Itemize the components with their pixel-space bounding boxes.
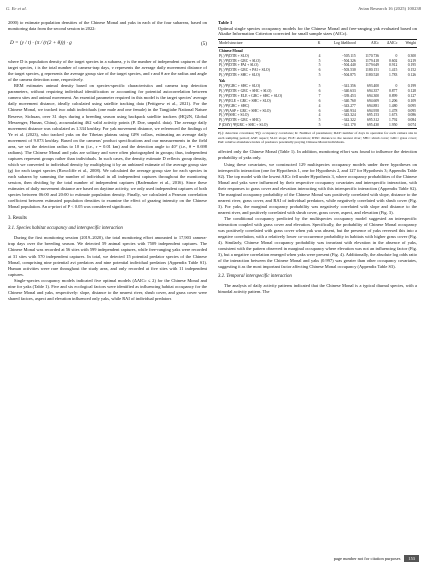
right-column — [218, 20, 417, 295]
table-cell: −343.277 — [341, 103, 356, 108]
paragraph: affected only the Chinese Monal (Table 1). In addition, monitoring effort was found to influence the detection probability of yaks only. — [218, 149, 417, 161]
table-cell: 0.199 — [407, 84, 416, 89]
table-cell: 0.219 — [407, 58, 416, 63]
table-cell: P(.) Ψ(DTR + SHC + SLO) — [219, 73, 260, 78]
table-cell: −341.356 — [341, 84, 356, 89]
table-cell: 1.480 — [389, 103, 398, 108]
equation-body: D = (y / t) · (π / (r(2 + θ))) · g — [10, 40, 72, 47]
paragraph: 2000) to estimate population densities of the Chinese Monal and yaks in each of the four subareas, based on monitoring data from the second session in 2022: — [8, 20, 207, 32]
table-cell: 1.783 — [389, 73, 398, 78]
table-cell: 694.881 — [367, 103, 380, 108]
table-cell: 0 — [395, 84, 398, 89]
table-cell: 695.312 — [367, 118, 380, 123]
table-cell: P(.) Ψ(GRC + SHC + SLO) — [219, 84, 261, 89]
table-cell: 4 — [318, 103, 321, 108]
table-cell: −504.326 — [341, 58, 356, 63]
table-cell: 693.400 — [367, 84, 380, 89]
table-cell: P(.) Ψ(DTR + GRC + SHC) — [219, 118, 261, 123]
table-cell: P(.) Ψ(DTR + GRC + PAI + SLO) — [219, 68, 270, 73]
table-cell: 0.109 — [407, 98, 416, 103]
section-heading: 3. Results — [8, 216, 27, 222]
table-cell: 0.084 — [407, 118, 416, 123]
table-cell: 0.128 — [407, 88, 416, 93]
table-cell: 694.609 — [367, 98, 380, 103]
subsection-heading: 3.1. Species habitat occupancy and interspecific interaction — [8, 226, 123, 232]
table-cell: 0.899 — [389, 93, 398, 98]
paragraph: Single-species occupancy models indicated five optimal models (ΔAICc ≤ 2) for the Chinese Monal and nine for yaks (Table 1). Five and six ecological factors were identified as influencing habitat occupancy for the Chinese Monal and yaks, respectively: slope, distance to the nearest river, shrub cover, and grass cover were shared factors, aspect and elevation influenced only yaks, while RAI of individual predators — [8, 277, 207, 301]
table-cell: 0.095 — [407, 108, 416, 113]
table-cell: 5 — [318, 118, 321, 123]
page-number: 153 — [404, 555, 419, 562]
col-header: K — [314, 39, 321, 47]
table-cell: 0.602 — [389, 58, 398, 63]
table-cell: 0.095 — [407, 103, 416, 108]
table-cell: P(.) Ψ(ELE + GRC + SHC + SLO) — [219, 98, 271, 103]
table-header-row — [218, 39, 417, 47]
table-cell: 6 — [318, 98, 321, 103]
table-footnote: P(.): detection covariates; Ψ(): occupancy covariates; K: Number of parameters; DAY: number of days in operation for each camera site in each sampling period; ASP: aspect; SLO: slope; ELE: elevation; DTR: distance to the nearest river; SHC: shrub cover; GRC: grass cover; PAI: relative abundance index of predators potentially preying Chinese Monal individuals. — [218, 131, 417, 144]
table-cell: 694.357 — [367, 88, 380, 93]
table-cell: 5 — [318, 84, 321, 89]
table-cell: −504.440 — [341, 63, 356, 68]
table-caption — [218, 20, 417, 37]
table-cell: 0.195 — [407, 63, 416, 68]
table-cell: 0.300 — [407, 53, 416, 58]
table-cell: P(.) Ψ(DTR + GRC + SLO) — [219, 58, 261, 63]
table-cell: 1180.151 — [365, 68, 380, 73]
table-caption-text: Optimal single species occupancy models for the Chinese Monal and free-ranging yak evaluated based on Akaike Information Criterion corrected for small sample sizes (AICc). — [218, 25, 417, 37]
table-cell: 0.127 — [407, 93, 416, 98]
table-cell: P(.) Ψ(GRC + SHC) — [219, 103, 250, 108]
table-cell: 6 — [318, 108, 321, 113]
table-cell: 7 — [318, 93, 321, 98]
paragraph: The conditional occupancy predicted by the multispecies occupancy model suggested an interspecific interaction coupled with grass cover and elevation. Specifically, the probability of Chinese Monal occupancy was positively correlated with grass cover when yak was absent, but the presence of yaks reversed this into a negative correlation, with a relatively lower co-occurrence probability in habitats with higher grass cover (Fig. 4). Similarly, Chinese Monal occupancy probability was invariant with elevation in the absence of yaks, consistent with the pattern observed in marginal occupancy where elevation was not an influencing factor (Fig. 3), but a negative correlation emerged when yaks were present (Fig. 4). Additionally, the absolute log odds ratio of the interaction between the Chinese Monal and yaks (0.997) was greater than other occupancy covariates, suggesting it as the most important factor affecting Chinese Monal occupancy (Appendix Table S3). — [218, 215, 417, 270]
table-cell: −343.324 — [341, 113, 356, 118]
table-cell: P(.) Ψ(DTR + SLO) — [219, 53, 249, 58]
paragraph: Using these covariates, we constructed 129 multispecies occupancy models under three hypotheses on interspecific interaction (one for Hypothesis 1, one for Hypothesis 2, and 127 for Hypothesis 3; Appendix Table S2). The top model with the lowest AICc fell under Hypothesis 3, where occupancy probabilities of the Chinese Monal and yaks were influenced by their respective occupancy covariates and interspecific interaction, with their responses to grass cover and elevation interacting with this interspecific interaction (Appendix Table S2). The marginal occupancy probability of the Chinese Monal was positively correlated with slope, distance to the nearest river, grass cover, and RAI of individual predators, while negatively correlated with shrub cover (Fig. 3). For yaks, the marginal occupancy probability was negatively correlated with slope and distance to the nearest river, and positively correlated with shrub cover, grass cover, aspect, and elevation (Fig. 3). — [218, 161, 417, 215]
table-cell: P (DAY) Ψ(GRC + SHC + SLO) — [218, 123, 314, 128]
table-cell: 5 — [318, 58, 321, 63]
table-cell: 1180.520 — [365, 73, 380, 78]
table-cell: 0.074 — [398, 123, 417, 128]
table-cell: P(.) Ψ(ASP + GRC + SHC + SLO) — [219, 108, 271, 113]
table-cell: 0.126 — [407, 73, 416, 78]
table-cell: 1.792 — [389, 118, 398, 123]
table-cell: 0 — [395, 53, 398, 58]
table-cell: 5 — [314, 123, 321, 128]
table-cell: 1.206 — [389, 98, 398, 103]
table-cell: 1179.649 — [365, 63, 380, 68]
table-cell: P(.) Ψ(SHC + SLO) — [219, 113, 249, 118]
table-cell: 0.086 — [407, 113, 416, 118]
group-label: Chinese Monal — [219, 48, 243, 53]
table-cell: 1179.418 — [365, 58, 380, 63]
table-cell: −340.633 — [341, 88, 356, 93]
table-cell: 6 — [318, 88, 321, 93]
table-cell: 1.415 — [389, 68, 398, 73]
table-cell: P(.) Ψ(DTR + GRC + SHC + SLO) — [219, 88, 272, 93]
header-authors: G. Ee et al. — [6, 6, 27, 11]
col-header: ΔAICc — [380, 39, 398, 47]
table-cell: 0.152 — [407, 68, 416, 73]
table-cell: 4 — [318, 53, 321, 58]
table-cell: 1.673 — [389, 113, 398, 118]
equation-number: (5) — [200, 41, 207, 48]
table-cell: 1.950 — [380, 123, 398, 128]
paragraph: During the first monitoring session (2019–2020), the total monitoring effort amounted to 17,903 camera-trap days over the breeding season. We detected 59 animal species with 7509 independent captures. The Chinese Monal was recorded at 56 sites with 599 independent captures, while free-ranging yaks were recorded at 31 sites with 570 independent captures. In total, we detected 15 potential predator species of the Chinese Monal, comprising nine potential avi predators and nine potential individual predators (Appendix Table S1). Human activities were rare throughout the study area, and only recorded at five sites with 11 independent captures. — [8, 235, 207, 277]
table-cell: 0.877 — [389, 88, 398, 93]
table-cell: −341.170 — [321, 123, 356, 128]
table-cell: −340.934 — [341, 108, 356, 113]
table-cell: −339.453 — [341, 93, 356, 98]
table-cell: 0.912 — [389, 63, 398, 68]
table-row — [218, 123, 417, 128]
group-label: Yak — [219, 79, 226, 84]
table-cell: −342.322 — [341, 118, 356, 123]
table-cell: −503.530 — [341, 68, 356, 73]
table-cell: P(.) Ψ(DTR + ELE + GRC + SHC + SLO) — [219, 93, 283, 98]
paragraph: REM estimates animal density based on species-specific characteristics and camera trap detection parameters, without requiring individual identification or accounting for potential autocorrelation between camera sites and animal movement. An essential parameter required in this model is the target species' average daily movement distance, ideally calculated using satellite tracking data (Pettigrew et al., 2021). For the Chinese Monal, we tracked two adult individuals (one male and one female) in the Tangjiahe National Nature Reserve, Sichuan, over 31 days during a breeding season using backpack satellite trackers (HQ2N, Global Messenger, Hunan, China), accumulating 462 valid activity points (P. Doe, unpubl. data). The average daily movement distance was calculated as 1.334 km/day. For yak movement distance, we referenced the findings of Ye et al. (2023), who tracked yaks on the Tibetan plateau using GPS collars, estimating an average daily movement of 9.073 km/day. Based on the cameras' product specifications and our measurements in the field area, we set the detection radius to 10 m (i.e., r = 0.01 km) and the detection angle to 40° (i.e., θ = 0.698 radians). The Chinese Monal and yaks are solitary and were often photographed in groups; thus, independent captures represent groups rather than individuals. In such cases, the density estimate D reflects group density, which we converted to individual density by multiplying it by an unbiased estimate of the average group size (g) for each target species (Rowcliffe et al., 2008). We calculated the average group size for each species in each subarea by summing the number of individual in all independent captures throughout the monitoring session, then dividing by the total number of independent captures (Rademaker et al., 2016). Since these estimates of daily movement distance are based on daytime activity, we only used independent captures of both species between 06:00 and 20:00 to estimate population density. Finally, we calculated a Pearson correlation coefficient between estimated population densities to examine the effect of grazing intensity on the Chinese Monal population. An α-priori of P < 0.05 was considered significant. — [8, 83, 207, 210]
col-header: AICc — [357, 39, 380, 47]
table-cell: P(.) Ψ(DTR + PAI + SLO) — [219, 63, 259, 68]
col-header: Model structure — [218, 39, 314, 47]
col-header: Log likelihood — [321, 39, 356, 47]
table-cell: 695.153 — [367, 113, 380, 118]
equation — [8, 36, 207, 54]
results-table — [218, 39, 417, 129]
table-cell: 5 — [318, 73, 321, 78]
table-cell: 5 — [318, 63, 321, 68]
table-cell: 694.958 — [367, 108, 380, 113]
table-cell: 694.300 — [367, 93, 380, 98]
table-cell: 6 — [318, 68, 321, 73]
subsection-heading: 3.2. Temporal interspecific interaction — [218, 274, 292, 280]
table-cell: −505.115 — [341, 53, 356, 58]
table-cell: 1170.736 — [365, 53, 380, 58]
table-cell: −340.760 — [341, 98, 356, 103]
table-cell: −504.875 — [341, 73, 356, 78]
header-journal: Avian Research 16 (2025) 100238 — [358, 6, 421, 11]
left-column — [8, 20, 207, 302]
table-cell: 1.478 — [389, 108, 398, 113]
col-header: Weight — [398, 39, 417, 47]
footer-note: page number not for citation purposes — [333, 556, 401, 561]
table-label: Table 1 — [218, 20, 233, 25]
table-cell: 695.430 — [357, 123, 380, 128]
page-footer — [334, 555, 419, 562]
table-cell: 4 — [318, 113, 321, 118]
paragraph: where D is population density of the target species in a subarea, y is the number of independent captures of the target species, t is the total number of camera-trap days, v represents the average daily movement distance of the target species, g represents the average group size of the target species, and r and θ are the radius and angle of the camera detection zone, respectively. — [8, 59, 207, 83]
paragraph: The analysis of daily activity patterns indicated that the Chinese Monal is a typical diurnal species, with a bimodal activity pattern. The — [218, 283, 417, 295]
